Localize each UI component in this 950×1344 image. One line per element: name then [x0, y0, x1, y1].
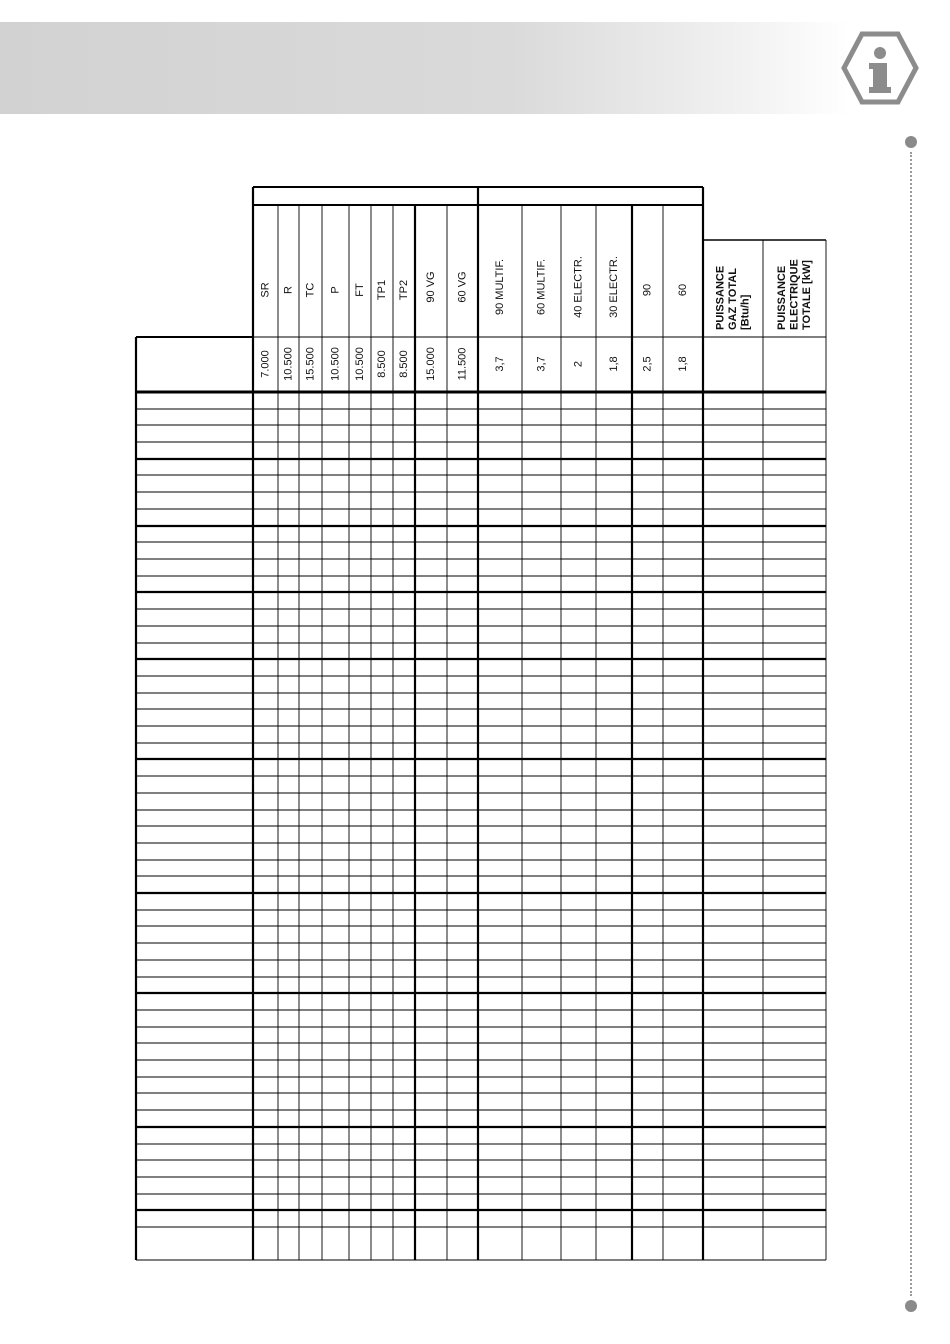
column-value: 8.500 [398, 350, 410, 378]
column-value: 11.500 [456, 347, 469, 381]
column-label: TP1 [376, 279, 388, 301]
column-value: 15.500 [304, 347, 317, 381]
column-label: FT [354, 283, 366, 297]
column-label: TP2 [398, 279, 410, 301]
totals-label: TOTALE [kW] [801, 260, 813, 330]
totals-label: GAZ TOTAL [727, 268, 739, 330]
column-label: P [329, 286, 342, 294]
totals-label: [Btu/h] [739, 294, 752, 330]
column-label: 90 MULTIF. [494, 258, 506, 316]
column-value: 2,5 [641, 356, 654, 372]
column-label: 40 ELECTR. [572, 256, 585, 318]
column-label: 30 ELECTR. [608, 256, 620, 318]
column-value: 8.500 [376, 350, 388, 378]
column-label: 60 VG [456, 271, 469, 303]
column-value: 1,8 [677, 356, 689, 372]
column-label: 60 MULTIF. [535, 258, 548, 316]
column-value: 15.000 [425, 347, 437, 381]
column-value: 10.500 [282, 347, 295, 381]
column-value: 10.500 [354, 347, 366, 381]
column-label: SR [259, 282, 272, 298]
column-value: 3,7 [494, 356, 506, 372]
column-label: R [282, 286, 295, 294]
column-label: 90 [641, 283, 654, 297]
column-label: 60 [677, 283, 689, 297]
column-label: 90 VG [425, 271, 437, 303]
column-value: 3,7 [535, 356, 548, 372]
column-value: 2 [572, 360, 585, 368]
column-value: 1,8 [608, 356, 620, 372]
totals-label: ELECTRIQUE [788, 259, 801, 330]
column-value: 10.500 [329, 347, 342, 381]
column-value: 7.000 [259, 350, 272, 378]
totals-label: PUISSANCE [776, 265, 788, 330]
column-label: TC [304, 282, 317, 298]
totals-label: PUISSANCE [714, 265, 727, 330]
